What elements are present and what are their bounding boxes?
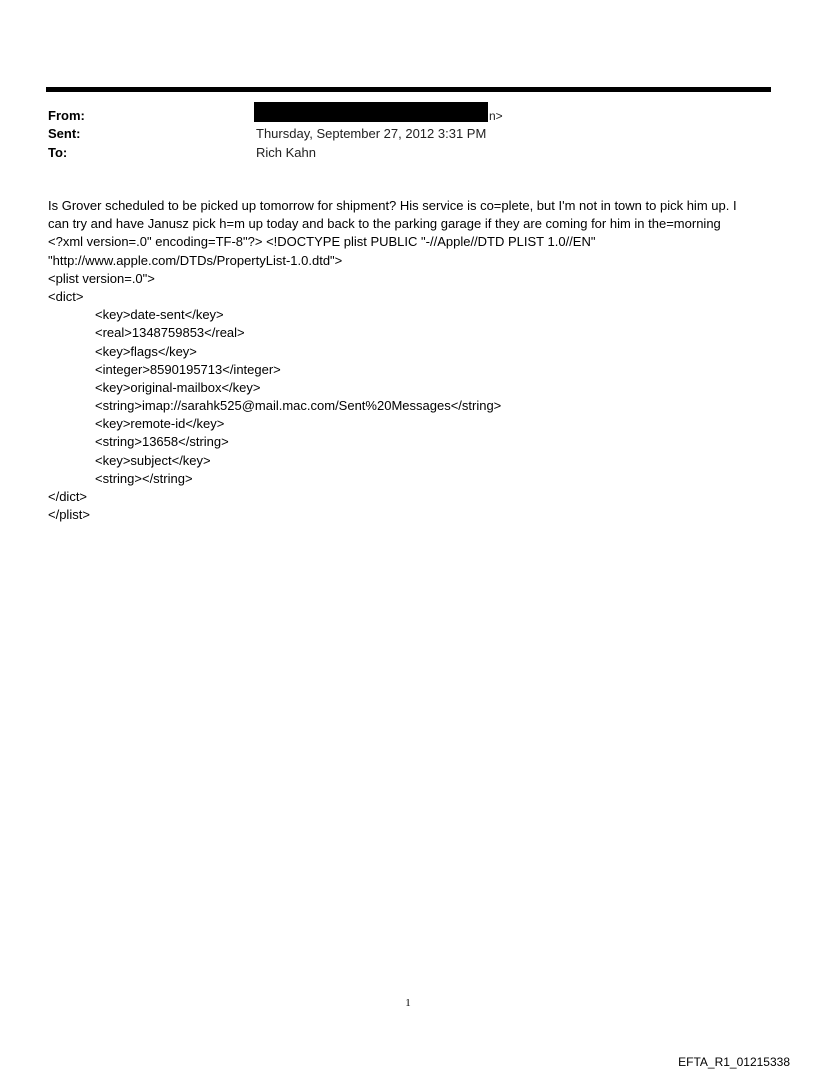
body-line: <dict> xyxy=(48,288,84,304)
redaction-block xyxy=(254,102,488,122)
body-line: </plist> xyxy=(48,507,90,523)
body-line: <string>imap://sarahk525@mail.mac.com/Sent%20Messages</string> xyxy=(95,398,502,414)
body-line: <string></string> xyxy=(95,470,193,486)
body-line: <key>original-mailbox</key> xyxy=(95,379,261,395)
body-line: <key>remote-id</key> xyxy=(95,416,225,432)
email-body xyxy=(48,197,774,524)
to-value: Rich Kahn xyxy=(256,145,316,160)
body-line: <key>subject</key> xyxy=(95,452,211,468)
body-line: <?xml version=.0" encoding=TF-8"?> <!DOCTYPE plist PUBLIC "-//Apple//DTD PLIST 1.0//EN" xyxy=(48,234,596,250)
body-line: can try and have Janusz pick h=m up today and back to the parking garage if they are coming for him in the=morning xyxy=(48,216,721,232)
body-line: "http://www.apple.com/DTDs/PropertyList-1.0.dtd"> xyxy=(48,252,343,268)
body-line: <plist version=.0"> xyxy=(48,270,155,286)
sent-label: Sent: xyxy=(48,126,81,141)
body-line: <integer>8590195713</integer> xyxy=(95,361,281,377)
header-rule xyxy=(46,87,771,92)
from-value-suffix: n> xyxy=(489,109,503,123)
to-label: To: xyxy=(48,145,68,160)
body-line: <key>flags</key> xyxy=(95,343,197,359)
body-line: <key>date-sent</key> xyxy=(95,307,224,323)
body-line: Is Grover scheduled to be picked up tomorrow for shipment? His service is co=plete, but I'm not in town to pick him up. I xyxy=(48,198,737,213)
body-line: <real>1348759853</real> xyxy=(95,325,245,341)
sent-value: Thursday, September 27, 2012 3:31 PM xyxy=(256,126,487,141)
page-number: 1 xyxy=(405,997,411,1009)
document-id: EFTA_R1_01215338 xyxy=(678,1055,790,1069)
from-label: From: xyxy=(48,108,85,123)
body-line: </dict> xyxy=(48,489,88,504)
body-line: <string>13658</string> xyxy=(95,434,229,450)
